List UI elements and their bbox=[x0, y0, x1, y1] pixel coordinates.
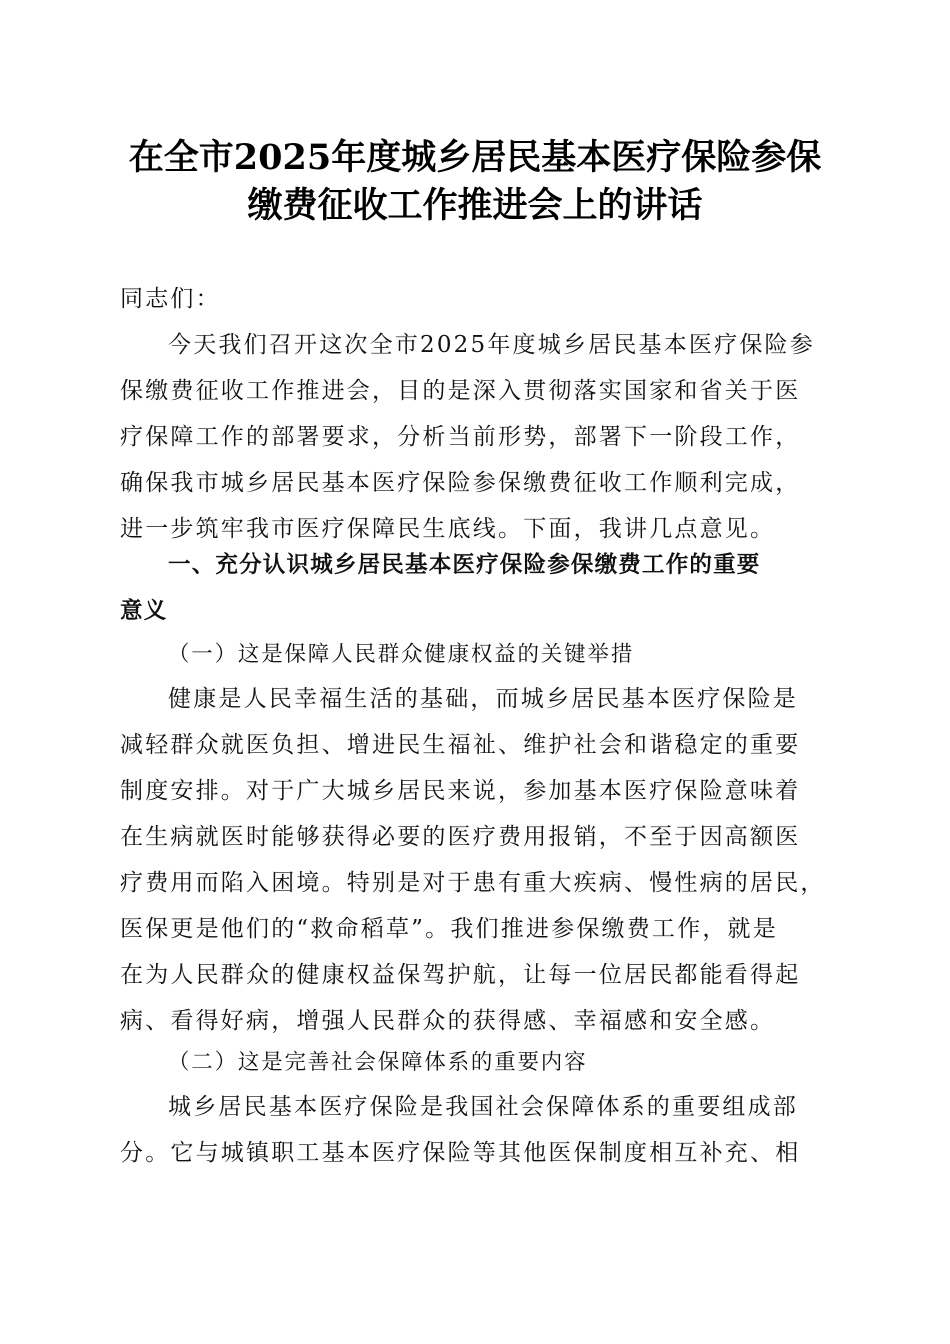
section-1-heading-line: 意义 bbox=[120, 598, 168, 624]
subsection-1-line: 在为人民群众的健康权益保驾护航，让每一位居民都能看得起 bbox=[120, 962, 801, 988]
document-title-line-1: 在全市2025年度城乡居民基本医疗保险参保 bbox=[128, 137, 822, 178]
subsection-2-heading: （二）这是完善社会保障体系的重要内容 bbox=[168, 1050, 588, 1075]
subsection-1-line: 在生病就医时能够获得必要的医疗费用报销，不至于因高额医 bbox=[120, 824, 801, 850]
salutation: 同志们： bbox=[120, 286, 221, 312]
subsection-1-line: 病、看得好病，增强人民群众的获得感、幸福感和安全感。 bbox=[120, 1008, 776, 1034]
subsection-1-heading: （一）这是保障人民群众健康权益的关键举措 bbox=[168, 642, 635, 667]
section-1-heading-line: 一、充分认识城乡居民基本医疗保险参保缴费工作的重要 bbox=[168, 552, 761, 578]
subsection-1-line: 疗费用而陷入困境。特别是对于患有重大疾病、慢性病的居民， bbox=[120, 870, 826, 896]
intro-line: 进一步筑牢我市医疗保障民生底线。下面，我讲几点意见。 bbox=[120, 516, 776, 542]
intro-line: 今天我们召开这次全市2025年度城乡居民基本医疗保险参 bbox=[168, 332, 815, 358]
intro-line: 疗保障工作的部署要求，分析当前形势，部署下一阶段工作， bbox=[120, 424, 801, 450]
intro-line: 确保我市城乡居民基本医疗保险参保缴费征收工作顺利完成， bbox=[120, 470, 801, 496]
document-title-line-2: 缴费征收工作推进会上的讲话 bbox=[247, 185, 703, 226]
subsection-2-line: 分。它与城镇职工基本医疗保险等其他医保制度相互补充、相 bbox=[120, 1140, 801, 1166]
subsection-1-line: 减轻群众就医负担、增进民生福祉、维护社会和谐稳定的重要 bbox=[120, 732, 801, 758]
subsection-1-line: 健康是人民幸福生活的基础，而城乡居民基本医疗保险是 bbox=[168, 686, 798, 712]
intro-line: 保缴费征收工作推进会，目的是深入贯彻落实国家和省关于医 bbox=[120, 378, 801, 404]
subsection-1-line: 医保更是他们的“救命稻草”。我们推进参保缴费工作，就是 bbox=[120, 916, 778, 942]
subsection-2-line: 城乡居民基本医疗保险是我国社会保障体系的重要组成部 bbox=[168, 1094, 798, 1120]
subsection-1-line: 制度安排。对于广大城乡居民来说，参加基本医疗保险意味着 bbox=[120, 778, 801, 804]
